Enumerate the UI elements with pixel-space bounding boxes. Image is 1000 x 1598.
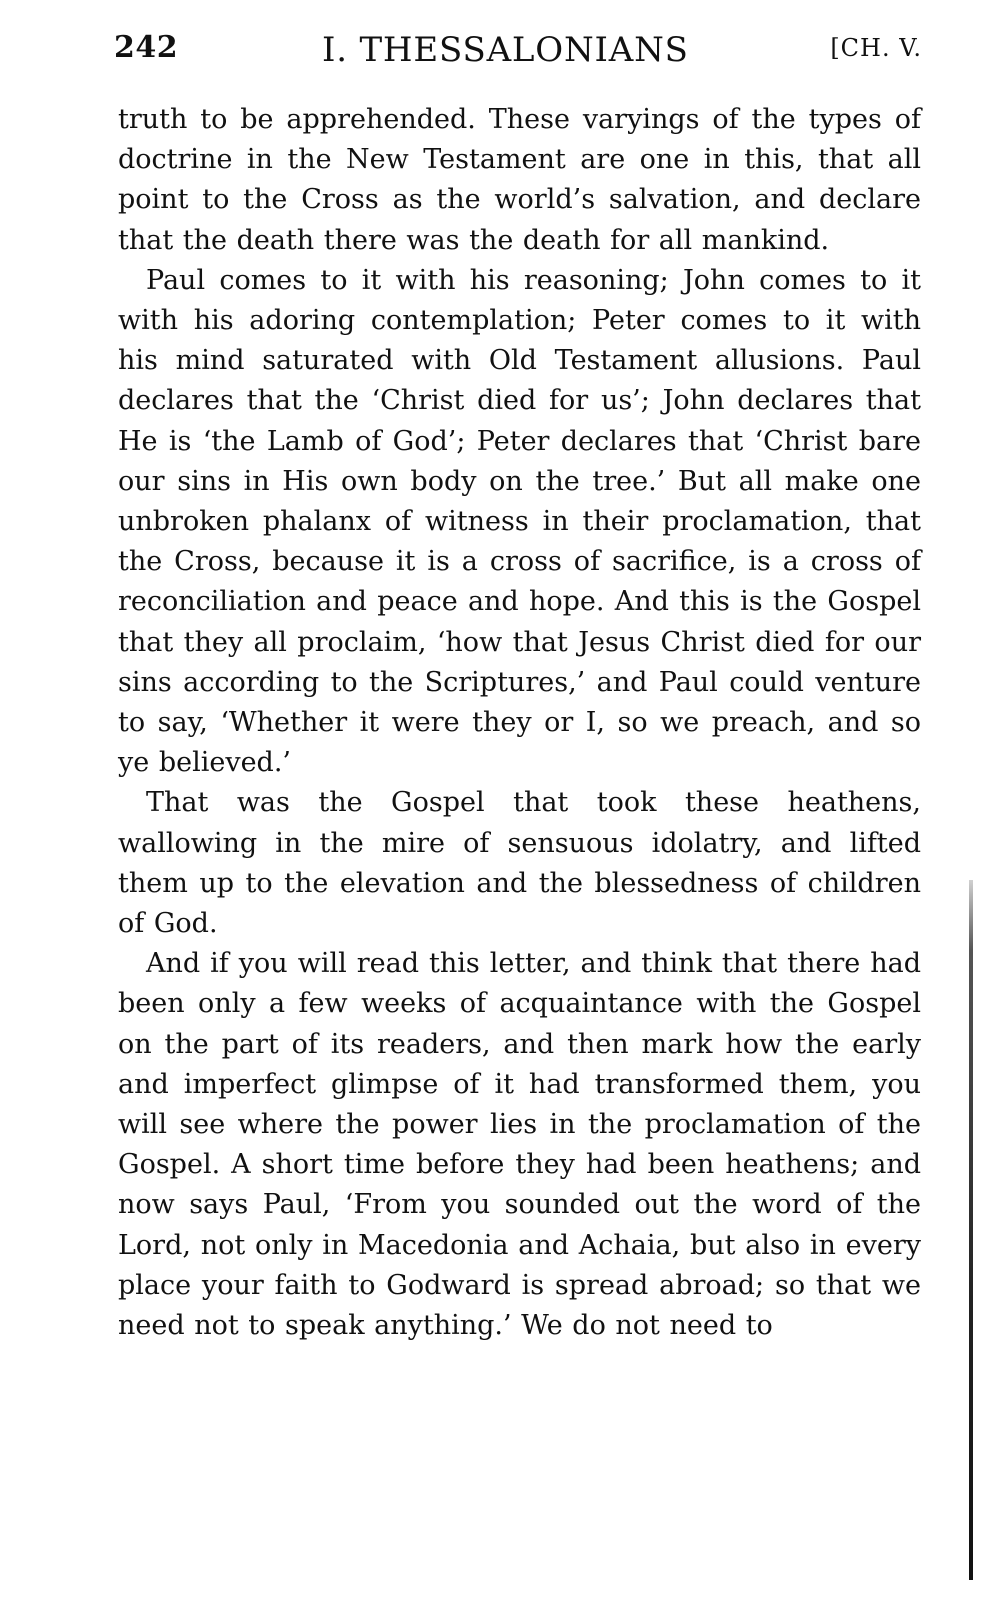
chapter-reference: [CH. V. bbox=[830, 34, 922, 62]
body-text bbox=[118, 100, 921, 1346]
scan-page-edge bbox=[969, 880, 973, 1580]
paragraph: And if you will read this letter, and think that there had been only a few weeks of acquaintance with the Gospel on the part of its readers, and then mark how the early and imperfect glimpse of it had transformed them, you will see where the power lies in the proclamation of the Gospel. A short time before they had been heathens; and now says Paul, ‘From you sounded out the word of the Lord, not only in Macedonia and Achaia, but also in every place your faith to Godward is spread abroad; so that we need not to speak anything.’ We do not need to bbox=[118, 948, 921, 1342]
paragraph: Paul comes to it with his reasoning; John comes to it with his adoring contemplation; Peter comes to it with his mind saturated with Old Testament allusions. Paul declares that the ‘Christ died for us’; John declares that He is ‘the Lamb of God’; Peter declares that ‘Christ bare our sins in His own body on the tree.’ But all make one unbroken phalanx of witness in their proclamation, that the Cross, because it is a cross of sacrifice, is a cross of reconciliation and peace and hope. And this is the Gospel that they all proclaim, ‘how that Jesus Christ died for our sins according to the Scriptures,’ and Paul could venture to say, ‘Whether it were they or I, so we preach, and so ye believed.’ bbox=[118, 264, 921, 779]
paragraph-continued: truth to be apprehended. These varyings of the types of doctrine in the New Testament are one in this, that all point to the Cross as the world’s salvation, and declare that the death there was the death for all mankind. bbox=[118, 104, 921, 256]
page-number: 242 bbox=[114, 30, 179, 65]
paragraph: That was the Gospel that took these heathens, wallowing in the mire of sensuous idolatry, and lifted them up to the elevation and the blessedness of children of God. bbox=[118, 787, 921, 940]
running-head bbox=[114, 30, 922, 80]
book-title: I. THESSALONIANS bbox=[322, 30, 689, 70]
